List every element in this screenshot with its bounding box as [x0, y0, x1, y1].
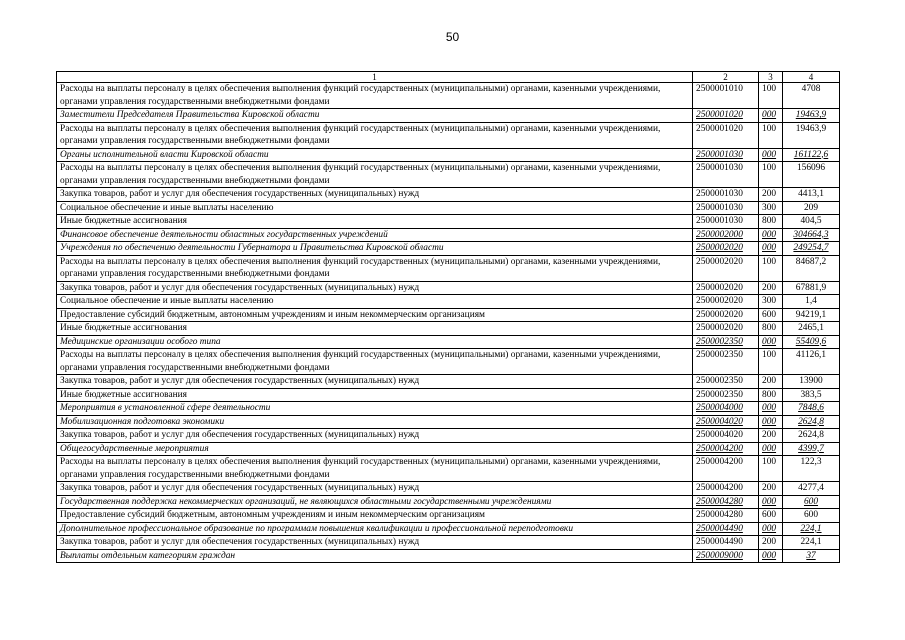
row-sum-cell: 383,5 — [783, 388, 840, 402]
header-col-1: 1 — [57, 72, 693, 83]
row-vr-cell: 000 — [759, 442, 783, 456]
row-code-cell: 2500004020 — [693, 429, 759, 443]
row-vr-cell: 300 — [759, 295, 783, 309]
row-name-cell: Иные бюджетные ассигнования — [57, 388, 693, 402]
row-name-cell: Социальное обеспечение и иные выплаты населению — [57, 201, 693, 215]
row-code-cell: 2500004280 — [693, 495, 759, 509]
row-code-cell: 2500004200 — [693, 456, 759, 482]
row-sum-cell: 7848,6 — [783, 402, 840, 416]
row-sum-cell: 67881,9 — [783, 281, 840, 295]
row-name-cell: Расходы на выплаты персоналу в целях обеспечения выполнения функций государственных (муниципальными) органами, казенными учреждениями, органами управления государственными внебюджетными фондами — [57, 255, 693, 281]
page-number: 50 — [445, 30, 460, 44]
row-code-cell: 2500002020 — [693, 242, 759, 256]
row-vr-cell: 000 — [759, 109, 783, 123]
row-name-cell: Общегосударственные мероприятия — [57, 442, 693, 456]
table-row — [57, 415, 840, 429]
row-name-cell: Медицинские организации особого типа — [57, 335, 693, 349]
row-code-cell: 2500002350 — [693, 388, 759, 402]
row-sum-cell: 1,4 — [783, 295, 840, 309]
table-row — [57, 162, 840, 188]
row-name-cell: Заместители Председателя Правительства Кировской области — [57, 109, 693, 123]
row-name-cell: Закупка товаров, работ и услуг для обеспечения государственных (муниципальных) нужд — [57, 482, 693, 496]
row-sum-cell: 2624,8 — [783, 415, 840, 429]
row-code-cell: 2500002350 — [693, 335, 759, 349]
row-code-cell: 2500004490 — [693, 536, 759, 550]
row-vr-cell: 000 — [759, 549, 783, 563]
row-vr-cell: 200 — [759, 281, 783, 295]
header-col-2: 2 — [693, 72, 759, 83]
row-name-cell: Государственная поддержка некоммерческих организаций, не являющихся областными государственными учреждениями — [57, 495, 693, 509]
row-sum-cell: 37 — [783, 549, 840, 563]
row-code-cell: 2500001030 — [693, 188, 759, 202]
row-vr-cell: 800 — [759, 215, 783, 229]
row-code-cell: 2500009000 — [693, 549, 759, 563]
row-name-cell: Расходы на выплаты персоналу в целях обеспечения выполнения функций государственных (муниципальными) органами, казенными учреждениями, органами управления государственными внебюджетными фондами — [57, 122, 693, 148]
row-vr-cell: 000 — [759, 522, 783, 536]
row-sum-cell: 84687,2 — [783, 255, 840, 281]
row-vr-cell: 100 — [759, 122, 783, 148]
row-sum-cell: 41126,1 — [783, 349, 840, 375]
row-vr-cell: 200 — [759, 375, 783, 389]
row-vr-cell: 000 — [759, 148, 783, 162]
row-vr-cell: 100 — [759, 456, 783, 482]
row-name-cell: Закупка товаров, работ и услуг для обеспечения государственных (муниципальных) нужд — [57, 536, 693, 550]
row-vr-cell: 200 — [759, 429, 783, 443]
row-sum-cell: 122,3 — [783, 456, 840, 482]
table-row — [57, 215, 840, 229]
row-vr-cell: 600 — [759, 509, 783, 523]
row-vr-cell: 200 — [759, 482, 783, 496]
table-row — [57, 335, 840, 349]
row-name-cell: Закупка товаров, работ и услуг для обеспечения государственных (муниципальных) нужд — [57, 429, 693, 443]
row-name-cell: Мобилизационная подготовка экономики — [57, 415, 693, 429]
row-code-cell: 2500004490 — [693, 522, 759, 536]
table-row — [57, 122, 840, 148]
table-row — [57, 495, 840, 509]
row-name-cell: Расходы на выплаты персоналу в целях обеспечения выполнения функций государственных (муниципальными) органами, казенными учреждениями, органами управления государственными внебюджетными фондами — [57, 83, 693, 109]
row-code-cell: 2500002020 — [693, 308, 759, 322]
row-name-cell: Предоставление субсидий бюджетным, автономным учреждениям и иным некоммерческим организациям — [57, 509, 693, 523]
row-vr-cell: 000 — [759, 402, 783, 416]
row-code-cell: 2500002020 — [693, 281, 759, 295]
row-vr-cell: 000 — [759, 335, 783, 349]
row-code-cell: 2500001030 — [693, 215, 759, 229]
row-vr-cell: 100 — [759, 162, 783, 188]
table-row — [57, 375, 840, 389]
row-name-cell: Учреждения по обеспечению деятельности Губернатора и Правительства Кировской области — [57, 242, 693, 256]
row-sum-cell: 224,1 — [783, 536, 840, 550]
row-vr-cell: 000 — [759, 242, 783, 256]
row-code-cell: 2500004020 — [693, 415, 759, 429]
row-sum-cell: 2465,1 — [783, 322, 840, 336]
row-name-cell: Иные бюджетные ассигнования — [57, 322, 693, 336]
row-sum-cell: 4708 — [783, 83, 840, 109]
table-row — [57, 442, 840, 456]
table-row — [57, 349, 840, 375]
row-name-cell: Дополнительное профессиональное образование по программам повышения квалификации и профессиональной переподготовки — [57, 522, 693, 536]
row-vr-cell: 200 — [759, 188, 783, 202]
header-col-4: 4 — [783, 72, 840, 83]
table-row — [57, 536, 840, 550]
row-sum-cell: 13900 — [783, 375, 840, 389]
row-name-cell: Расходы на выплаты персоналу в целях обеспечения выполнения функций государственных (муниципальными) органами, казенными учреждениями, органами управления государственными внебюджетными фондами — [57, 162, 693, 188]
row-sum-cell: 94219,1 — [783, 308, 840, 322]
row-code-cell: 2500004280 — [693, 509, 759, 523]
table-row — [57, 255, 840, 281]
row-name-cell: Расходы на выплаты персоналу в целях обеспечения выполнения функций государственных (муниципальными) органами, казенными учреждениями, органами управления государственными внебюджетными фондами — [57, 349, 693, 375]
row-sum-cell: 161122,6 — [783, 148, 840, 162]
row-name-cell: Предоставление субсидий бюджетным, автономным учреждениям и иным некоммерческим организациям — [57, 308, 693, 322]
row-code-cell: 2500002350 — [693, 349, 759, 375]
row-name-cell: Выплаты отдельным категориям граждан — [57, 549, 693, 563]
table-row — [57, 549, 840, 563]
row-code-cell: 2500001030 — [693, 148, 759, 162]
row-name-cell: Органы исполнительной власти Кировской области — [57, 148, 693, 162]
row-code-cell: 2500002020 — [693, 295, 759, 309]
row-sum-cell: 4413,1 — [783, 188, 840, 202]
table-row — [57, 83, 840, 109]
row-vr-cell: 000 — [759, 495, 783, 509]
row-name-cell: Закупка товаров, работ и услуг для обеспечения государственных (муниципальных) нужд — [57, 375, 693, 389]
table-row — [57, 482, 840, 496]
table-row — [57, 228, 840, 242]
table-row — [57, 388, 840, 402]
table-row — [57, 201, 840, 215]
row-code-cell: 2500004200 — [693, 482, 759, 496]
row-vr-cell: 100 — [759, 83, 783, 109]
row-sum-cell: 404,5 — [783, 215, 840, 229]
row-code-cell: 2500004200 — [693, 442, 759, 456]
row-name-cell: Закупка товаров, работ и услуг для обеспечения государственных (муниципальных) нужд — [57, 281, 693, 295]
row-sum-cell: 209 — [783, 201, 840, 215]
row-sum-cell: 19463,9 — [783, 109, 840, 123]
budget-table — [56, 71, 840, 563]
row-code-cell: 2500004000 — [693, 402, 759, 416]
row-sum-cell: 2624,8 — [783, 429, 840, 443]
row-sum-cell: 600 — [783, 495, 840, 509]
table-row — [57, 308, 840, 322]
row-sum-cell: 19463,9 — [783, 122, 840, 148]
row-name-cell: Социальное обеспечение и иные выплаты населению — [57, 295, 693, 309]
table-row — [57, 456, 840, 482]
row-code-cell: 2500001030 — [693, 162, 759, 188]
table-row — [57, 295, 840, 309]
table-row — [57, 281, 840, 295]
row-code-cell: 2500001010 — [693, 83, 759, 109]
row-sum-cell: 156096 — [783, 162, 840, 188]
row-sum-cell: 249254,7 — [783, 242, 840, 256]
row-vr-cell: 000 — [759, 415, 783, 429]
row-code-cell: 2500002350 — [693, 375, 759, 389]
row-code-cell: 2500002020 — [693, 322, 759, 336]
row-sum-cell: 600 — [783, 509, 840, 523]
row-name-cell: Мероприятия в установленной сфере деятельности — [57, 402, 693, 416]
row-vr-cell: 000 — [759, 228, 783, 242]
row-sum-cell: 224,1 — [783, 522, 840, 536]
table-row — [57, 188, 840, 202]
row-vr-cell: 200 — [759, 536, 783, 550]
table-row — [57, 322, 840, 336]
row-sum-cell: 4277,4 — [783, 482, 840, 496]
row-sum-cell: 4399,7 — [783, 442, 840, 456]
row-sum-cell: 55409,6 — [783, 335, 840, 349]
row-vr-cell: 800 — [759, 388, 783, 402]
row-vr-cell: 600 — [759, 308, 783, 322]
row-vr-cell: 100 — [759, 255, 783, 281]
row-code-cell: 2500001020 — [693, 122, 759, 148]
row-code-cell: 2500001030 — [693, 201, 759, 215]
table-row — [57, 429, 840, 443]
table-row — [57, 522, 840, 536]
header-col-3: 3 — [759, 72, 783, 83]
table-row — [57, 509, 840, 523]
table-row — [57, 402, 840, 416]
row-code-cell: 2500002000 — [693, 228, 759, 242]
row-name-cell: Расходы на выплаты персоналу в целях обеспечения выполнения функций государственных (муниципальными) органами, казенными учреждениями, органами управления государственными внебюджетными фондами — [57, 456, 693, 482]
table-row — [57, 148, 840, 162]
table-row — [57, 242, 840, 256]
row-vr-cell: 800 — [759, 322, 783, 336]
row-name-cell: Финансовое обеспечение деятельности областных государственных учреждений — [57, 228, 693, 242]
header-row — [57, 72, 840, 83]
table-row — [57, 109, 840, 123]
row-vr-cell: 300 — [759, 201, 783, 215]
row-name-cell: Иные бюджетные ассигнования — [57, 215, 693, 229]
row-code-cell: 2500001020 — [693, 109, 759, 123]
row-code-cell: 2500002020 — [693, 255, 759, 281]
row-name-cell: Закупка товаров, работ и услуг для обеспечения государственных (муниципальных) нужд — [57, 188, 693, 202]
row-sum-cell: 304664,3 — [783, 228, 840, 242]
row-vr-cell: 100 — [759, 349, 783, 375]
